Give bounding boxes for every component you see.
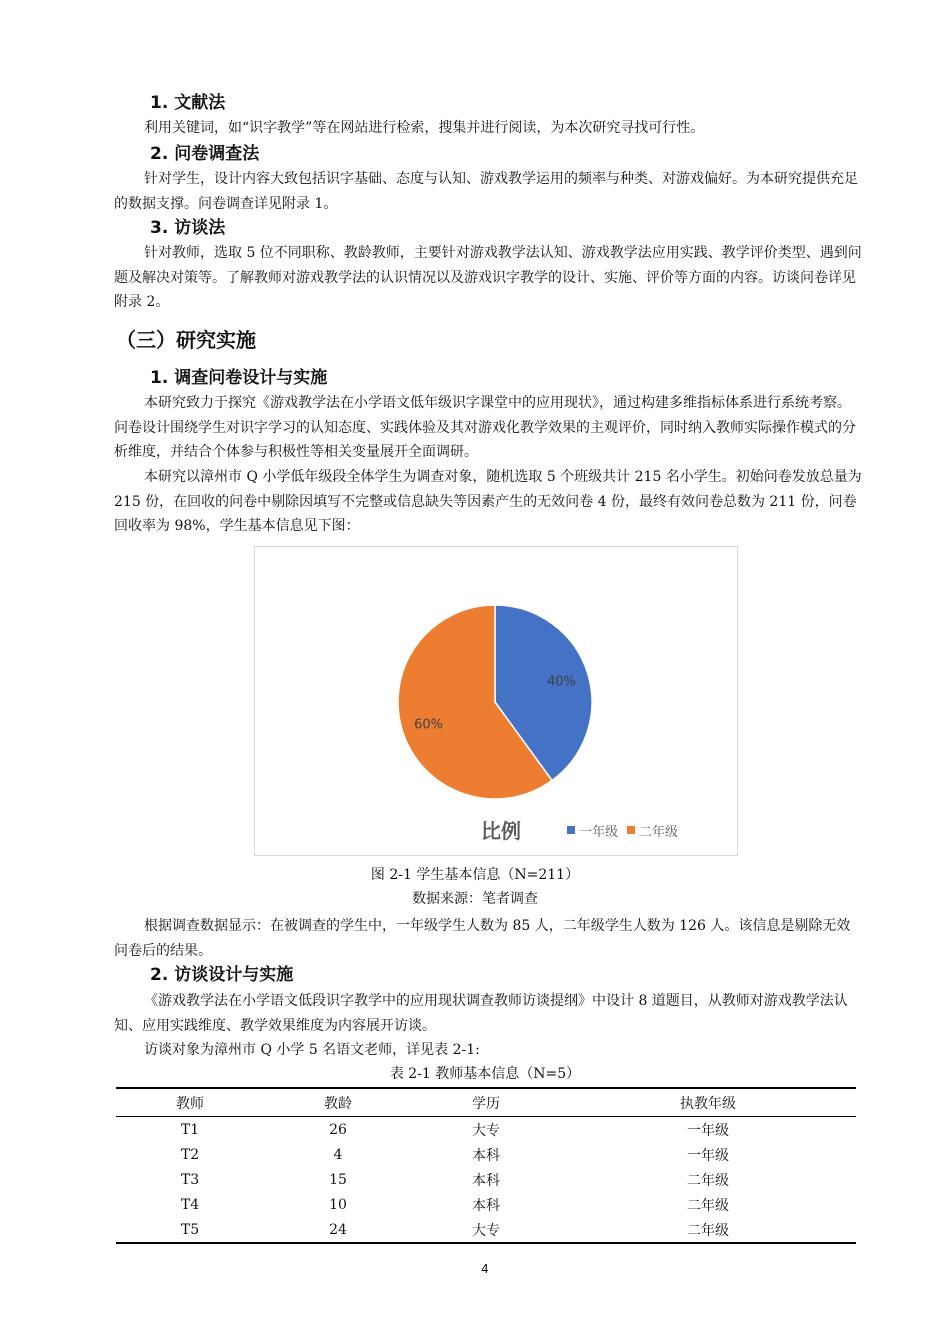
paragraph-literature: 利用关键词，如“识字教学”等在网站进行检索，搜集并进行阅读，为本次研究寻找可行性。 <box>144 120 705 136</box>
section-heading-interview: 3. 访谈法 <box>150 218 226 238</box>
figure-caption: 图 2-1 学生基本信息（N=211） <box>370 867 580 883</box>
paragraph-interview-outline: 《游戏教学法在小学语文低段识字教学中的应用现状调查教师访谈提纲》中设计 8 道题目，从教师对游戏教学法认知、应用实践维度、教学效果维度为内容展开访谈。 <box>114 993 848 1034</box>
legend-swatch-1 <box>567 826 575 834</box>
part-heading-implementation: （三）研究实施 <box>116 328 256 352</box>
paragraph-survey-result: 根据调查数据显示：在被调查的学生中，一年级学生人数为 85 人，二年级学生人数为 126 人。该信息是剔除无效问卷后的结果。 <box>114 918 851 959</box>
table-cell: 24 <box>264 1217 412 1243</box>
table-cell: 一年级 <box>687 1147 729 1164</box>
table-cell: T2 <box>180 1146 200 1163</box>
figure-source: 数据来源：笔者调查 <box>412 891 538 907</box>
table-cell: 本科 <box>472 1197 500 1214</box>
table-cell: T4 <box>180 1196 200 1213</box>
table-cell: 二年级 <box>687 1172 729 1189</box>
table-cell: 4 <box>333 1146 343 1163</box>
table-cell: 本科 <box>472 1147 500 1164</box>
pie-data-label-2: 60% <box>414 717 444 733</box>
table-header-cell: 教龄 <box>264 1088 412 1117</box>
section-heading-questionnaire: 2. 问卷调查法 <box>150 144 260 164</box>
teacher-info-table <box>116 1087 856 1244</box>
table-row <box>116 1217 856 1243</box>
table-cell: 15 <box>329 1171 347 1188</box>
paragraph-questionnaire: 针对学生，设计内容大致包括识字基础、态度与认知、游戏教学运用的频率与种类、对游戏偏好。为本研究提供充足的数据支撑。问卷调查详见附录 1。 <box>114 171 858 212</box>
table-row <box>116 1142 856 1167</box>
table-header-row <box>116 1088 856 1117</box>
table-cell: 26 <box>329 1121 347 1138</box>
table-cell: 二年级 <box>687 1197 729 1214</box>
table-cell: T1 <box>180 1121 200 1138</box>
chart-title: 比例 <box>481 819 521 843</box>
table-cell: T5 <box>116 1217 264 1243</box>
page-number: 4 <box>481 1262 489 1276</box>
table-header-cell: 教师 <box>116 1088 264 1117</box>
table-cell: T3 <box>180 1171 200 1188</box>
legend-label-2: 二年级 <box>639 825 679 840</box>
table-row <box>116 1117 856 1143</box>
table-cell: 本科 <box>472 1172 500 1189</box>
table-header-cell: 学历 <box>412 1088 560 1117</box>
paragraph-interview-subjects: 访谈对象为漳州市 Q 小学 5 名语文老师，详见表 2-1: <box>144 1042 480 1058</box>
table-cell: 大专 <box>412 1217 560 1243</box>
table-cell: 大专 <box>472 1122 500 1139</box>
section-heading-literature: 1. 文献法 <box>150 93 226 113</box>
pie-chart-svg <box>255 547 737 855</box>
table-cell: 一年级 <box>687 1122 729 1139</box>
paragraph-survey-design: 本研究致力于探究《游戏教学法在小学语文低年级识字课堂中的应用现状》，通过构建多维指标体系进行系统考察。问卷设计围绕学生对识字学习的认知态度、实践体验及其对游戏化教学效果的主观评价，同时纳入教师实际操作模式的分析维度，并结合个体参与积极性等相关变量展开全面调研。 <box>114 395 856 460</box>
table-cell: 二年级 <box>560 1217 856 1243</box>
pie-data-label-1: 40% <box>546 674 576 690</box>
table-row <box>116 1192 856 1217</box>
paragraph-interview: 针对教师，选取 5 位不同职称、教龄教师，主要针对游戏教学法认知、游戏教学法应用实践、教学评价类型、遇到问题及解决对策等。了解教师对游戏教学法的认识情况以及游戏识字教学的设计、实施、评价等方面的内容。访谈问卷详见附录 2。 <box>114 245 862 310</box>
table-caption: 表 2-1 教师基本信息（N=5） <box>389 1066 581 1082</box>
pie-chart <box>254 546 738 856</box>
table-header-cell: 执教年级 <box>560 1088 856 1117</box>
table-cell: 10 <box>329 1196 347 1213</box>
section-heading-interview-design: 2. 访谈设计与实施 <box>150 965 294 985</box>
section-heading-survey-design: 1. 调查问卷设计与实施 <box>150 368 328 388</box>
legend-label-1: 一年级 <box>579 825 619 840</box>
legend-swatch-2 <box>627 826 635 834</box>
paragraph-survey-sample: 本研究以漳州市 Q 小学低年级段全体学生为调查对象，随机选取 5 个班级共计 215 名小学生。初始问卷发放总量为 215 份，在回收的问卷中剔除因填写不完整或信息缺失等因素产生的无效问卷 4 份，最终有效问卷总数为 211 份，问卷回收率为 98%，学生基本信息见下图： <box>114 469 862 534</box>
table-row <box>116 1167 856 1192</box>
